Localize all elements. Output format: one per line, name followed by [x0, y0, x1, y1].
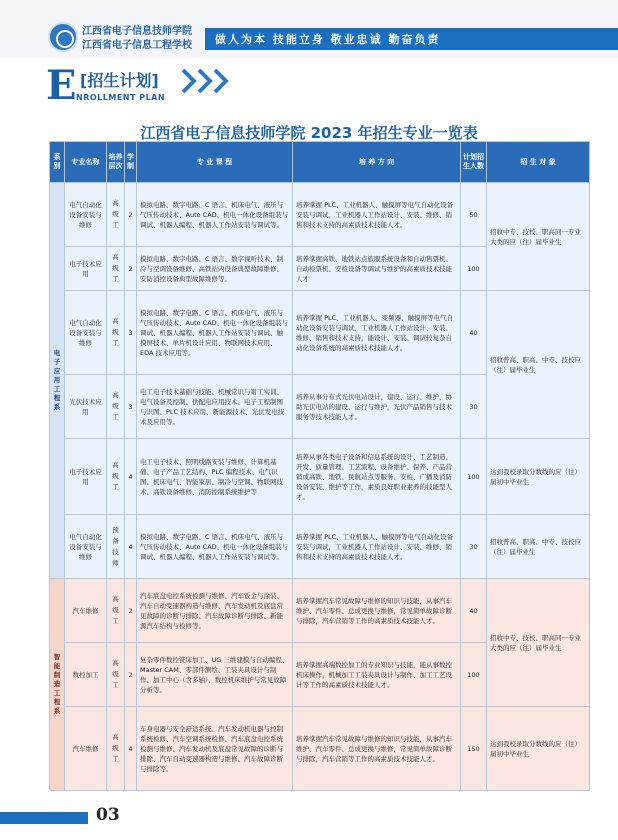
chevron-right-icon [212, 68, 230, 94]
years-cell: 2 [125, 183, 137, 247]
section-subtitle: NROLLMENT PLAN [76, 93, 166, 102]
years-cell: 2 [125, 579, 137, 643]
courses-cell: 电工电子技术基础与技能、机械常识与钳工实训、电气设备及控制、供配电应用技术、电子工程制图与识图、PLC 技术应用、新能源技术、光伏发电技术及应用等。 [137, 375, 293, 439]
courses-cell: 车身电器与安全舒适系统、汽车发动机电器与控制系统检修、汽车空调系统检修、汽车底盘电控系统检测与维修、汽车发动机及底盘常见故障的诊断与排除、汽车自动变速器构造与维修、汽车故障诊断与排除等。 [137, 707, 293, 791]
level-cell [107, 707, 125, 791]
direction-cell: 培养掌握 PLC、工业机器人、触摸屏等电气自动化设备安装与调试，工业机器人工作站设计、安装、维修、销售和技术支持的高素质技术技能人才。 [293, 183, 461, 247]
count-cell: 50 [461, 183, 487, 247]
level-text: 高级工 [112, 317, 119, 347]
major-cell: 数控加工 [65, 643, 107, 707]
courses-cell: 模拟电路、数字电路、C 语言、机床电气、液压与气压传动技术、Auto CAD、机电一体化设备组装与调试、机器人编程、机器人工作站安装与调试等。 [137, 183, 293, 247]
target-cell: 达到我校录取分数线的应（往）届初中毕业生 [487, 439, 590, 515]
level-cell [107, 579, 125, 643]
section-letter: E [46, 62, 77, 109]
school-motto: 做人为本 技能立身 敬业忠诚 勤奋负责 [215, 33, 441, 46]
header-dept: 系别 [50, 142, 65, 183]
direction-cell: 培养从事各类电子设备和信息系统的设计、工艺制造、开发、质量管理、工艺流程、设备维护、保养、产品营销或高铁、地铁、民航站点等服务、安检、广播及消防设备安装、维护等工作，素质良好职业素养的技能型人才。 [293, 439, 461, 515]
header-count: 计划招生人数 [461, 142, 487, 183]
level-text: 高级工 [112, 199, 119, 229]
years-cell: 4 [125, 515, 137, 579]
courses-cell: 模拟电路、数字电路、C 语言、机床电气、液压与气压传动技术、Auto CAD、机电一体化设备组装与调试、机器人编程、机器人工作站安装与调试等。 [137, 515, 293, 579]
level-text: 高级工 [112, 461, 119, 491]
direction-cell: 培养掌握 PLC、工业机器人、变频器、触摸屏等电气自动化设备安装与调试，工业机器人工作站设计、安装、维修、销售和技术支持，能设计、安装、调试较复杂自动化设备系统的高素质技术技能人才。 [293, 291, 461, 375]
direction-cell: 培养掌握汽车常见故障与维修的知识与技能，从事汽车维护、汽车零件、总成更换与维修，常见简单故障诊断与排除，汽车营销等工作的高素质技术技能人才。 [293, 579, 461, 643]
courses-cell: 汽车底盘电控系统检测与维修、汽车钣金与涂装、汽车自动变速器构造与维修、汽车发动机及底盘常见故障的诊断与排除、汽车故障诊断与排除、新能源汽车结构与检修等。 [137, 579, 293, 643]
department-cell [50, 183, 65, 579]
major-cell: 电气自动化设备安装与维修 [65, 515, 107, 579]
table-row [50, 515, 590, 579]
count-cell: 30 [461, 375, 487, 439]
level-text: 高级工 [112, 659, 119, 689]
level-cell [107, 439, 125, 515]
motto-band [205, 28, 618, 50]
target-cell: 达到我校录取分数线的应（往）届初中毕业生 [487, 707, 590, 791]
table-row [50, 707, 590, 791]
major-cell: 电气自动化设备安装与维修 [65, 183, 107, 247]
department-name: 智能制造工程系 [53, 653, 61, 715]
years-cell: 4 [125, 439, 137, 515]
level-cell [107, 515, 125, 579]
level-cell [107, 247, 125, 291]
count-cell: 100 [461, 247, 487, 291]
major-cell: 光伏技术应用 [65, 375, 107, 439]
level-text: 高级工 [112, 595, 119, 625]
header-years: 学制 [125, 142, 137, 183]
direction-cell: 培养掌握 PLC、工业机器人、触摸屏等电气自动化设备安装与调试，工业机器人工作站设计、安装、维修、销售和技术支持的高素质技术技能人才。 [293, 515, 461, 579]
school-name: 江西省电子信息技师学院 [82, 26, 192, 37]
courses-cell: 模拟电路、数字电路、C 语言、数字视听技术、制冷与空调设备维修、高铁站内设备典型故障维修、安防消控设备典型故障维修等。 [137, 247, 293, 291]
major-cell: 电子技术应用 [65, 439, 107, 515]
level-text: 预备技师 [112, 525, 119, 567]
level-cell [107, 291, 125, 375]
count-cell: 40 [461, 579, 487, 643]
count-cell: 30 [461, 515, 487, 579]
years-cell: 3 [125, 291, 137, 375]
footer-bar [0, 812, 88, 824]
level-cell [107, 183, 125, 247]
level-text: 高级工 [112, 733, 119, 763]
years-cell: 2 [125, 643, 137, 707]
courses-cell: 电工电子技术、照明线路安装与维修、计算机基础、电子产品工艺结构、PLC 编程技术、电气识图、机床电气、智能家居、制冷与空调、物联网技术、高铁设备维修、消防控制系统维护等 [137, 439, 293, 515]
target-cell: 招收普高、职高、中专、技校应（往）届毕业生 [487, 291, 590, 439]
count-cell: 150 [461, 707, 487, 791]
table-row [50, 439, 590, 515]
courses-cell: 复杂零件数控铣床加工、UG 三维建模与自动编程、Master CAM、零部件测绘、工装夹具设计与制作、加工中心（含多轴）、数控机床维护与常见故障分析等。 [137, 643, 293, 707]
major-cell: 电气自动化设备安装与维修 [65, 291, 107, 375]
level-text: 高级工 [112, 391, 119, 421]
count-cell: 100 [461, 439, 487, 515]
level-cell [107, 375, 125, 439]
level-cell [107, 643, 125, 707]
courses-cell: 模拟电路、数字电路、C 语言、机床电气、液压与气压传动技术、Auto CAD、机电一体化设备组装与调试、机器人编程、机器人工作站安装与调试、触摸屏技术、单片机设计应用、物联网技术应用、EDA 技术应用等。 [137, 291, 293, 375]
major-cell: 汽车维修 [65, 579, 107, 643]
years-cell: 4 [125, 707, 137, 791]
header-courses: 专 业 课 程 [137, 142, 293, 183]
header-major: 专业名称 [65, 142, 107, 183]
years-cell: 3 [125, 375, 137, 439]
table-row [50, 579, 590, 643]
school-emblem-icon [48, 22, 78, 52]
years-cell: 2 [125, 247, 137, 291]
direction-cell: 培养掌握汽车常见故障与维修的知识与技能，从事汽车维护、汽车零件、总成更换与维修，常见简单故障诊断与排除，汽车营销等工作的高素质技术技能人才。 [293, 707, 461, 791]
direction-cell: 培养从事分布式光伏电站设计、建设、运行、维护，协助光伏电站的建设、运行与维护，光伏产品销售与技术服务等技术技能人才。 [293, 375, 461, 439]
table-header-row [50, 142, 590, 183]
enrollment-table [49, 141, 590, 791]
direction-cell: 培养掌握高铁、地铁站点旅服系统设备和自动售票机、自动检票机、安检设备等调试与维护的高素质技术技能人才 [293, 247, 461, 291]
table-row [50, 291, 590, 375]
target-cell: 招收中专、技校、职高同一专业大类的应（往）届毕业生 [487, 579, 590, 707]
direction-cell: 培养掌握高端数控加工的专业知识与技能，能从事数控机床操作，机械加工工装夹具设计与制作、加工工艺设计等工作的高素质技术技能人才。 [293, 643, 461, 707]
header-level: 培养层次 [107, 142, 125, 183]
department-name: 电子应用工程系 [53, 349, 61, 411]
count-cell: 40 [461, 291, 487, 375]
count-cell: 100 [461, 643, 487, 707]
page-title: 江西省电子信息技师学院 2023 年招生专业一览表 [140, 124, 478, 142]
page-header [0, 0, 618, 58]
major-cell: 电子技术应用 [65, 247, 107, 291]
target-cell: 招收普高、职高、中专、技校应（往）届毕业生 [487, 515, 590, 579]
major-cell: 汽车维修 [65, 707, 107, 791]
level-text: 高级工 [112, 253, 119, 283]
page-number: 03 [96, 805, 120, 825]
table-row [50, 183, 590, 247]
target-cell: 招收中专、技校、职高同一专业大类的应（往）届毕业生 [487, 183, 590, 291]
header-target: 招 生 对 象 [487, 142, 590, 183]
section-title: [招生计划] [80, 71, 159, 90]
department-cell [50, 579, 65, 791]
school-subname: 江西省电子信息工程学校 [82, 40, 192, 51]
header-direction: 培 养 方 向 [293, 142, 461, 183]
